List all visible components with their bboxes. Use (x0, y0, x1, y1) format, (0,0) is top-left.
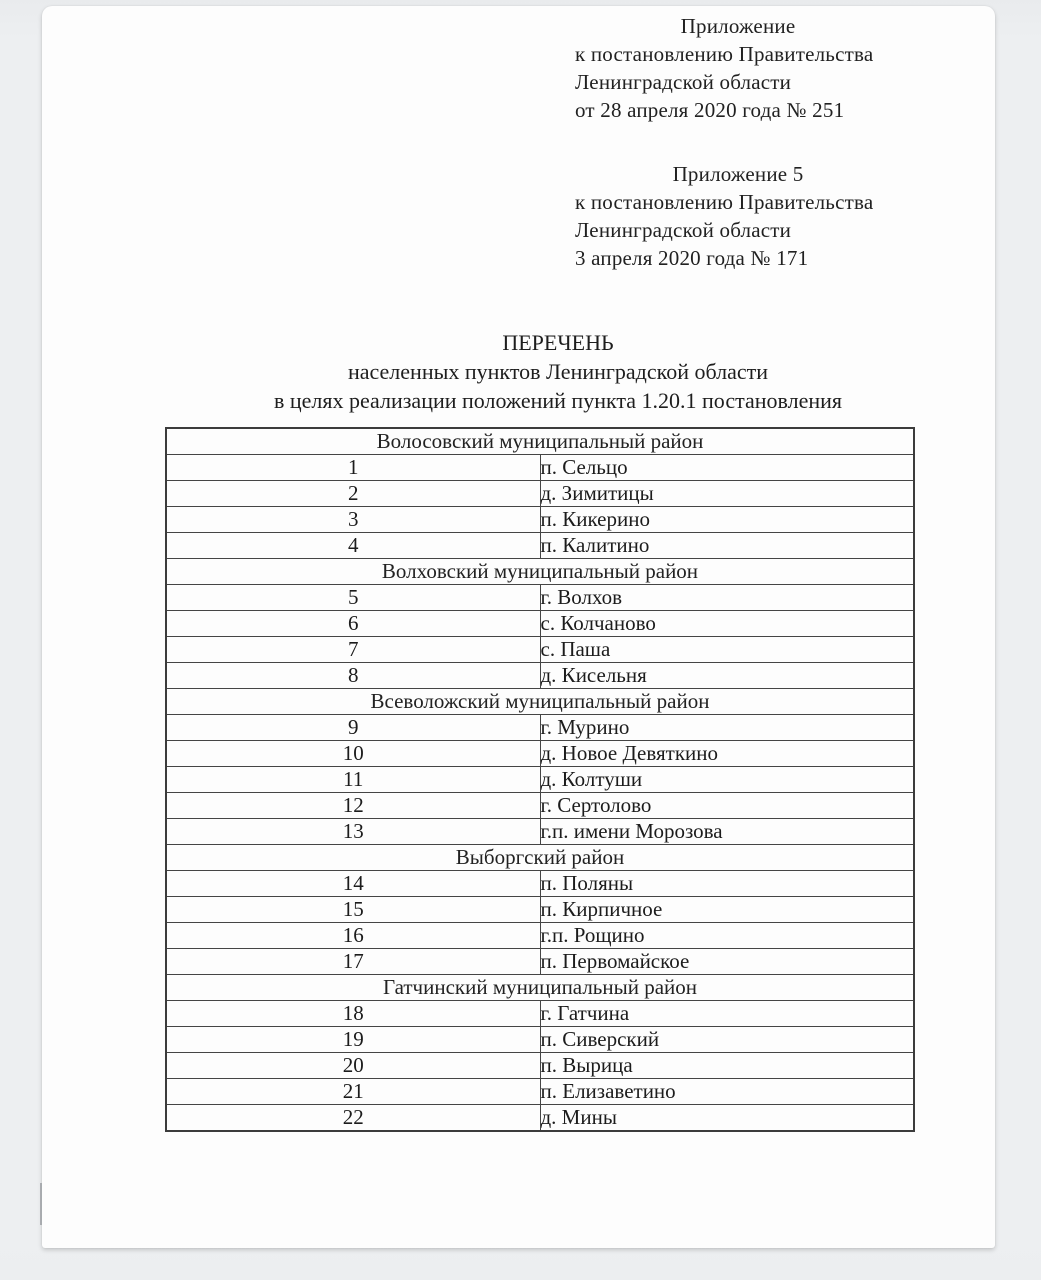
row-number: 11 (166, 767, 540, 793)
row-number: 14 (166, 871, 540, 897)
row-number: 4 (166, 533, 540, 559)
table-row (166, 715, 914, 741)
table-row (166, 585, 914, 611)
settlement-name: с. Колчаново (540, 611, 914, 637)
table-row (166, 949, 914, 975)
table-row (166, 897, 914, 923)
settlement-name: п. Елизаветино (540, 1079, 914, 1105)
settlement-name: п. Кирпичное (540, 897, 914, 923)
table-row (166, 871, 914, 897)
row-number: 19 (166, 1027, 540, 1053)
appendix-reference-2 (575, 160, 901, 272)
district-section-header: Всеволожский муниципальный район (166, 689, 914, 715)
settlements-table (165, 427, 915, 1132)
row-number: 9 (166, 715, 540, 741)
settlement-name: п. Кикерино (540, 507, 914, 533)
table-row (166, 819, 914, 845)
row-number: 1 (166, 455, 540, 481)
settlement-name: п. Первомайское (540, 949, 914, 975)
settlement-name: п. Калитино (540, 533, 914, 559)
settlements-table-container (165, 427, 917, 1132)
settlement-name: п. Поляны (540, 871, 914, 897)
title-line: в целях реализации положений пункта 1.20.1 постановления (273, 388, 843, 413)
appendix-line: от 28 апреля 2020 года № 251 (575, 98, 845, 122)
row-number: 17 (166, 949, 540, 975)
title-line: населенных пунктов Ленинградской области (347, 359, 769, 384)
district-section-row (166, 428, 914, 455)
district-section-header: Выборгский район (166, 845, 914, 871)
table-row (166, 1079, 914, 1105)
settlement-name: п. Вырица (540, 1053, 914, 1079)
scan-edge-artifact (40, 1183, 42, 1225)
settlement-name: п. Сиверский (540, 1027, 914, 1053)
settlement-name: д. Колтуши (540, 767, 914, 793)
district-section-row (166, 845, 914, 871)
appendix-line: Приложение 5 (672, 162, 804, 186)
row-number: 10 (166, 741, 540, 767)
table-row (166, 663, 914, 689)
row-number: 3 (166, 507, 540, 533)
settlement-name: г. Мурино (540, 715, 914, 741)
table-row (166, 793, 914, 819)
row-number: 13 (166, 819, 540, 845)
table-row (166, 767, 914, 793)
settlement-name: д. Кисельня (540, 663, 914, 689)
table-row (166, 507, 914, 533)
table-row (166, 637, 914, 663)
table-row (166, 741, 914, 767)
row-number: 6 (166, 611, 540, 637)
settlement-name: д. Мины (540, 1105, 914, 1132)
table-row (166, 1053, 914, 1079)
table-row (166, 611, 914, 637)
row-number: 5 (166, 585, 540, 611)
row-number: 20 (166, 1053, 540, 1079)
table-row (166, 923, 914, 949)
district-section-header: Гатчинский муниципальный район (166, 975, 914, 1001)
table-row (166, 1001, 914, 1027)
district-section-row (166, 559, 914, 585)
title-line: ПЕРЕЧЕНЬ (502, 330, 614, 355)
table-row (166, 455, 914, 481)
settlement-name: г. Волхов (540, 585, 914, 611)
district-section-row (166, 689, 914, 715)
appendix-reference-1 (575, 12, 901, 124)
row-number: 7 (166, 637, 540, 663)
appendix-line: Ленинградской области (575, 218, 792, 242)
document-page (42, 6, 995, 1248)
appendix-line: Приложение (680, 14, 796, 38)
settlement-name: г. Гатчина (540, 1001, 914, 1027)
settlement-name: г. Сертолово (540, 793, 914, 819)
row-number: 8 (166, 663, 540, 689)
row-number: 12 (166, 793, 540, 819)
row-number: 18 (166, 1001, 540, 1027)
district-section-header: Волосовский муниципальный район (166, 428, 914, 455)
settlement-name: с. Паша (540, 637, 914, 663)
table-row (166, 1027, 914, 1053)
settlements-table-body (166, 428, 914, 1131)
appendix-line: к постановлению Правительства (575, 42, 874, 66)
row-number: 22 (166, 1105, 540, 1132)
document-title (122, 328, 994, 415)
row-number: 16 (166, 923, 540, 949)
row-number: 21 (166, 1079, 540, 1105)
row-number: 15 (166, 897, 540, 923)
settlement-name: г.п. имени Морозова (540, 819, 914, 845)
settlement-name: д. Новое Девяткино (540, 741, 914, 767)
district-section-row (166, 975, 914, 1001)
table-row (166, 481, 914, 507)
appendix-line: 3 апреля 2020 года № 171 (575, 246, 809, 270)
appendix-line: к постановлению Правительства (575, 190, 874, 214)
row-number: 2 (166, 481, 540, 507)
appendix-line: Ленинградской области (575, 70, 792, 94)
table-row (166, 1105, 914, 1132)
table-row (166, 533, 914, 559)
settlement-name: д. Зимитицы (540, 481, 914, 507)
settlement-name: п. Сельцо (540, 455, 914, 481)
district-section-header: Волховский муниципальный район (166, 559, 914, 585)
settlement-name: г.п. Рощино (540, 923, 914, 949)
